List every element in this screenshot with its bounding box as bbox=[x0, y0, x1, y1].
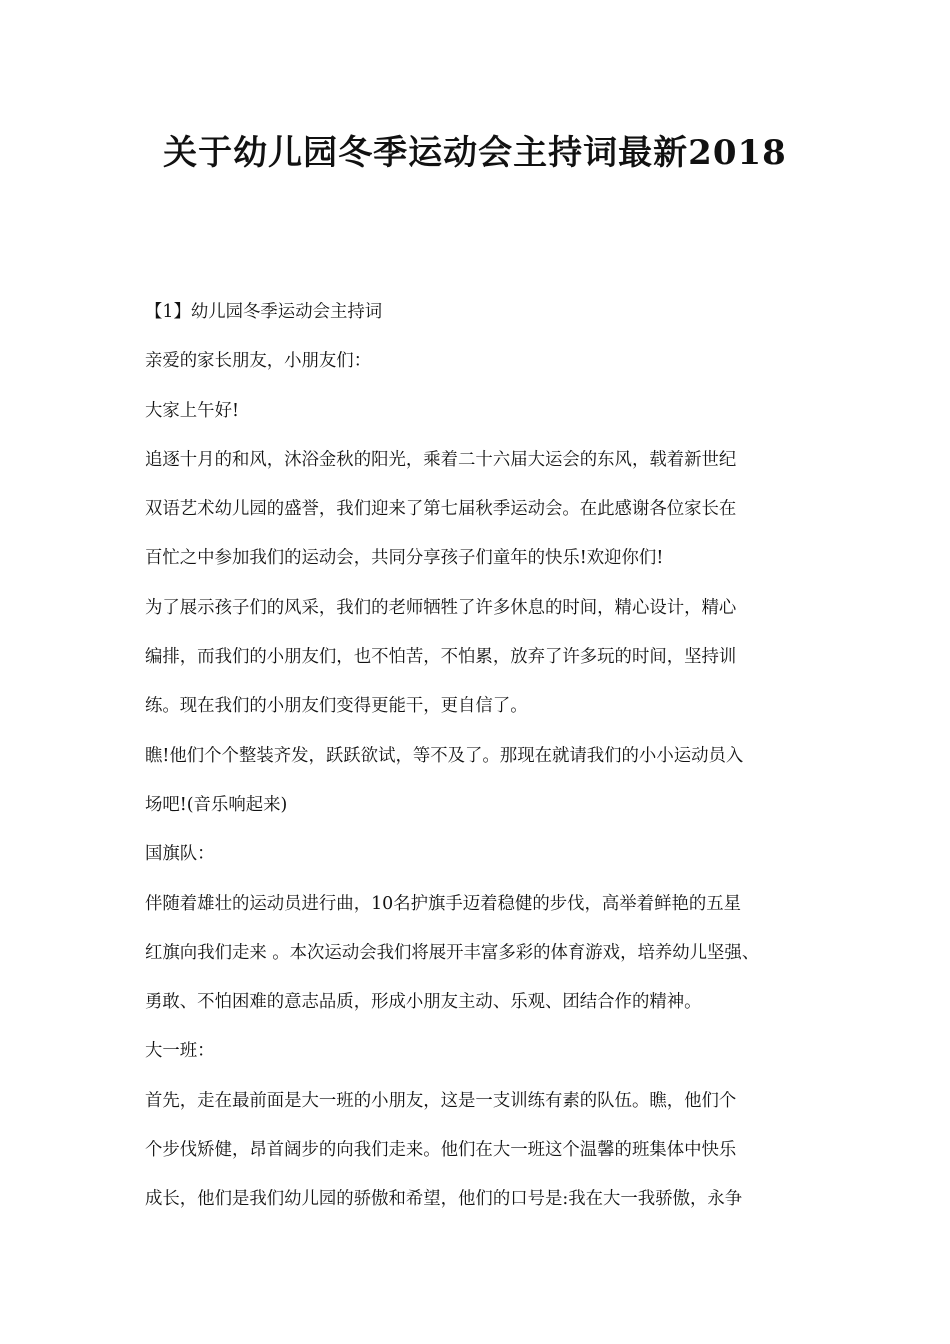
document-title: 关于幼儿园冬季运动会主持词最新2018 bbox=[163, 133, 787, 173]
subheading-line: 大一班： bbox=[145, 1041, 215, 1062]
paragraph-line: 双语艺术幼儿园的盛誉，我们迎来了第七届秋季运动会。在此感谢各位家长在 bbox=[145, 499, 737, 520]
paragraph-line: 伴随着雄壮的运动员进行曲，10名护旗手迈着稳健的步伐，高举着鲜艳的五星 bbox=[145, 893, 742, 914]
subheading-line: 国旗队： bbox=[145, 844, 215, 865]
document-body bbox=[145, 288, 825, 1225]
paragraph-line: 勇敢、不怕困难的意志品质，形成小朋友主动、乐观、团结合作的精神。 bbox=[145, 992, 702, 1013]
paragraph-line: 百忙之中参加我们的运动会，共同分享孩子们童年的快乐!欢迎你们! bbox=[145, 548, 664, 569]
paragraph-line: 场吧!(音乐响起来) bbox=[145, 794, 288, 815]
paragraph-line: 红旗向我们走来 。本次运动会我们将展开丰富多彩的体育游戏，培养幼儿坚强、 bbox=[145, 942, 760, 963]
paragraph-line: 个步伐矫健，昂首阔步的向我们走来。他们在大一班这个温馨的班集体中快乐 bbox=[145, 1140, 737, 1161]
paragraph-line: 追逐十月的和风，沐浴金秋的阳光，乘着二十六届大运会的东风，载着新世纪 bbox=[145, 449, 737, 470]
paragraph-line: 亲爱的家长朋友，小朋友们： bbox=[145, 351, 372, 372]
paragraph-line: 成长，他们是我们幼儿园的骄傲和希望，他们的口号是:我在大一我骄傲，永争 bbox=[145, 1189, 743, 1210]
paragraph-line: 练。现在我们的小朋友们变得更能干，更自信了。 bbox=[145, 696, 528, 717]
paragraph-line: 为了展示孩子们的风采，我们的老师牺牲了许多休息的时间，精心设计，精心 bbox=[145, 597, 737, 618]
section-heading: 【1】幼儿园冬季运动会主持词 bbox=[145, 302, 383, 322]
paragraph-line: 编排，而我们的小朋友们，也不怕苦，不怕累，放弃了许多玩的时间，坚持训 bbox=[145, 647, 737, 668]
paragraph-line: 首先，走在最前面是大一班的小朋友，这是一支训练有素的队伍。瞧，他们个 bbox=[145, 1090, 737, 1111]
paragraph-line: 大家上午好! bbox=[145, 400, 239, 421]
paragraph-line: 瞧!他们个个整装齐发，跃跃欲试，等不及了。那现在就请我们的小小运动员入 bbox=[145, 745, 744, 766]
